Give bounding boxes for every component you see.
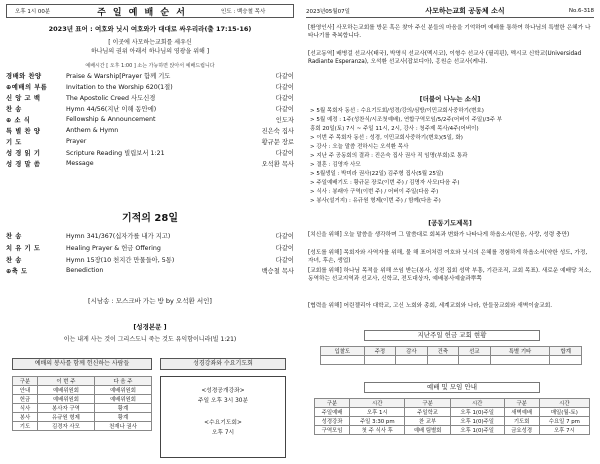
study-line: <수요기도회> xyxy=(204,420,242,426)
table-cell: 황계 xyxy=(94,404,151,413)
news-item: > 주일예배기도 : 황규문 장로(이번 주) / 김명자 사모(다음 주) xyxy=(310,180,460,186)
order-person: 다같이 xyxy=(275,233,294,240)
verse-text: 이는 내게 사는 것이 그리스도니 죽는 것도 유익함이니라(빌 1:21) xyxy=(63,336,237,343)
order-item xyxy=(6,93,294,102)
prayer-section-title: [공동기도제목] xyxy=(428,219,472,227)
volunteers-title-bar xyxy=(12,358,152,370)
sermon-title: 기적의 28일 xyxy=(121,213,179,224)
prayer-item: [치신을 위해] 오늘 말씀을 생각하며 그 말씀대로 회복과 변화가 나타나게 하옵소서(믿음, 사랑, 성령 충만) xyxy=(308,232,570,238)
order-item xyxy=(6,82,294,91)
news-header xyxy=(306,4,594,18)
table-cell: 봉사 xyxy=(13,413,38,422)
order-content: Scripture Reading 빌립보서 1:21 xyxy=(66,150,165,157)
prayer-item: [협력을 위해] 어린젤리아 대학교, 고신 노회와 총회, 세계교회와 나라, 한들꿈교회와 새벽이술교회. xyxy=(308,303,553,309)
news-item: > 결혼 : 김영자 사모 xyxy=(310,162,361,168)
prayer-item: [성도를 위해] 목회자와 사역자를 위해, 물 해 표어처럼 여호와 닛시의 은혜를 경험하게 하옵소서(약한 성도, 가정, 자녀, 후손, 생업) xyxy=(308,250,588,265)
order-label: 성 경 읽 기 xyxy=(6,150,41,157)
table-cell xyxy=(396,356,427,365)
table-cell: 주일예배 xyxy=(315,408,350,417)
order-label: 찬 송 xyxy=(6,233,22,240)
order-content: Anthem & Hymn xyxy=(66,127,119,134)
volunteers-table xyxy=(12,376,152,431)
news-item: > 지난 주 공동회의 결과 : 진은숙 집사 권사 직 임명(부회)로 통과 xyxy=(310,153,468,159)
order-content: Message xyxy=(66,160,94,167)
order-label: 성 경 말 씀 xyxy=(6,161,41,168)
news-date: 2023년05월07일 xyxy=(306,8,350,15)
schedule-table xyxy=(314,398,590,435)
study-title-bar xyxy=(160,358,286,370)
order-label: 경배와 찬양 xyxy=(6,73,42,80)
order-person: 황규문 장로 xyxy=(261,139,294,146)
study-line: <성경공개강좌> xyxy=(201,388,245,394)
table-header-cell: 구분 xyxy=(13,377,38,386)
order-content: The Apostolic Creed 사도신경 xyxy=(66,95,156,102)
study-title: 성경강좌와 수요기도회 xyxy=(193,360,253,367)
news-item: > 5월 예정 : 1주(성찬식/시조첫예배), 연합구역모임/5/2주(어버이 주일)/3주 부 xyxy=(310,117,503,123)
order-person: 다같이 xyxy=(275,106,294,113)
order-item xyxy=(6,255,294,264)
order-content: Benediction xyxy=(66,267,104,274)
order-label: 찬 송 xyxy=(6,257,22,264)
table-cell: 예배위원회 xyxy=(37,386,94,395)
table-row xyxy=(315,408,590,417)
order-person: 다같이 xyxy=(275,150,294,157)
table-cell: 천재나 권사 xyxy=(94,422,151,431)
offering-title: 지난주일 헌금 교회 현황 xyxy=(417,331,487,339)
worship-leader: 인도 : 백승철 목사 xyxy=(221,9,266,15)
news-number: No.6-318 xyxy=(568,7,594,14)
order-content: Healing Prayer & 헌금 Offering xyxy=(66,245,161,252)
table-cell xyxy=(364,356,395,365)
order-label: 특 별 찬 양 xyxy=(6,128,41,135)
table-cell: 예배위원회 xyxy=(94,395,151,404)
table-row xyxy=(13,395,152,404)
order-item xyxy=(6,148,294,157)
order-label: ⊕ 소 식 xyxy=(6,117,31,124)
verse-title: [성경본문 ] xyxy=(133,323,167,331)
table-row xyxy=(315,426,590,435)
order-person: 오석환 목사 xyxy=(261,161,294,168)
table-cell: 헌금 xyxy=(13,395,38,404)
study-line: 오후 7시 xyxy=(211,430,235,436)
order-person: 다같이 xyxy=(275,245,294,252)
order-label: 기 도 xyxy=(6,139,22,146)
order-item xyxy=(6,104,294,113)
news-item: > 강사 : 오늘 말씀 전하시는 오석환 목사 xyxy=(310,144,409,150)
table-header-cell: 선교 xyxy=(459,347,490,356)
table-cell: 첫 주 식사 후 xyxy=(350,426,405,435)
news-item: > 5월생일 : 박미라 권사(22일) 김주형 집사(5월 25일) xyxy=(310,171,444,177)
order-person: 다같이 xyxy=(275,95,294,102)
welcome-text: [환영인사] 사모하는교회를 방문 혹은 찾아 주신 분들의 마음을 기억하며 예배를 통하여 하나님의 특별한 은혜가 나타나기를 축복합니다. xyxy=(308,25,591,40)
order-item xyxy=(6,126,294,135)
order-item xyxy=(6,71,294,80)
order-person: 다같이 xyxy=(275,73,294,80)
year-theme: 2023년 표어 : 여호와 닛시 여호와가 대대로 싸우리라(출 17:15-16) xyxy=(48,25,252,33)
table-header-cell: 시간 xyxy=(539,399,589,408)
table-cell: 예배위원회 xyxy=(37,395,94,404)
news-title: 사모하는교회 공동체 소식 xyxy=(425,6,505,15)
table-header-row xyxy=(315,399,590,408)
order-content: Hymn 15장(10 천지간 만물들아, 5통) xyxy=(66,257,175,264)
table-cell: 주일 3:30 pm xyxy=(350,417,405,426)
table-cell xyxy=(321,356,365,365)
table-cell: 예배위원회 xyxy=(94,386,151,395)
news-item: > 식사 : 봉래아 구역(이번 주) / 어버이 주일(다음 주) xyxy=(310,189,439,195)
order-label: 신 앙 고 백 xyxy=(6,95,41,102)
order-content: Fellowship & Announcement xyxy=(66,116,156,123)
table-cell: 식사 xyxy=(13,404,38,413)
volunteers-title: 예배의 봉사를 함께 헌신하는 사람들 xyxy=(34,360,130,367)
table-cell: 새벽예배 xyxy=(504,408,539,417)
table-cell xyxy=(550,356,582,365)
worship-title: 주 일 예 배 순 서 xyxy=(97,7,187,18)
news-item: > 이번 주 목회자 동선 : 성경, 이민교회사중하기(변호)(5일, 화) xyxy=(310,135,463,141)
table-header-cell: 감사 xyxy=(396,347,427,356)
table-header-cell: 구분 xyxy=(405,399,450,408)
table-cell: 오후 1시 xyxy=(350,408,405,417)
order-person: 진은숙 집사 xyxy=(261,128,294,135)
worship-note: 예배시간 [ 오후 1:00 ] 소는 가능하면 앉아서 예배드립니다 xyxy=(85,63,215,69)
table-header-cell: 합계 xyxy=(550,347,582,356)
table-cell: 예배 팀별회 xyxy=(405,426,450,435)
order-person: 인도자 xyxy=(275,117,294,124)
table-header-cell: 구분 xyxy=(504,399,539,408)
table-cell: 김경자 사모 xyxy=(37,422,94,431)
table-cell: 봉사자 구역 xyxy=(37,404,94,413)
table-cell: 구역모임 xyxy=(315,426,350,435)
news-section-title: [더불어 나누는 소식] xyxy=(419,95,481,103)
table-row xyxy=(315,417,590,426)
table-cell xyxy=(427,356,458,365)
table-header-cell: 다 음 주 xyxy=(94,377,151,386)
table-row xyxy=(13,422,152,431)
order-item xyxy=(6,231,294,240)
worship-header xyxy=(6,4,294,18)
order-item xyxy=(6,159,294,168)
table-cell: 오후 7시 xyxy=(539,426,589,435)
study-box xyxy=(160,376,286,458)
table-row xyxy=(13,386,152,395)
table-cell: 금요성경 xyxy=(504,426,539,435)
order-label: 찬 송 xyxy=(6,106,22,113)
table-row xyxy=(13,413,152,422)
order-content: Invitation to the Worship 620(1절) xyxy=(66,84,173,91)
bulletin-right-page xyxy=(300,0,600,464)
table-cell: 오후 1(0)주일 xyxy=(450,426,504,435)
table-row xyxy=(321,356,582,365)
table-header-row xyxy=(13,377,152,386)
table-cell xyxy=(459,356,490,365)
table-cell: 성경강좌 xyxy=(315,417,350,426)
table-cell: 주일학교 xyxy=(405,408,450,417)
bracket-line-1: [ 이곳에 사모하는교회를 세우신 xyxy=(108,39,192,46)
order-item xyxy=(6,266,294,275)
table-header-cell: 건축 xyxy=(427,347,458,356)
table-cell: 매일(월-토) xyxy=(539,408,589,417)
order-item xyxy=(6,115,294,124)
table-row xyxy=(13,404,152,413)
news-item: > 5월 목회자 동선 : 수요기도회/성경/강의/심방/이민교회사중하기(변호) xyxy=(310,108,484,114)
order-content: Prayer xyxy=(66,138,87,145)
order-person: 다같이 xyxy=(275,84,294,91)
news-item: 흥회 20일(토) 7시 ~ 주일 11시, 2시, 강사 : 청주제 목사/4주(어버이) xyxy=(310,126,479,132)
table-header-cell: 구분 xyxy=(315,399,350,408)
table-cell: 기도 xyxy=(13,422,38,431)
offering-table xyxy=(320,346,582,365)
order-content: Hymn 341/367(십자가를 내가 지고) xyxy=(66,233,171,240)
order-label: ⊕예배의 부름 xyxy=(6,84,48,91)
table-cell xyxy=(490,356,550,365)
study-line: 주일 오후 3시 30분 xyxy=(197,398,249,404)
order-content: Hymn 44/56(지난 이해 동안에) xyxy=(66,106,157,113)
table-header-cell: 특별 기타 xyxy=(490,347,550,356)
news-item: > 봉사(설거지) : 유규원 형제(이번 주) / 함께(다음 주) xyxy=(310,198,441,204)
table-cell: 오후 1(0)주일 xyxy=(450,408,504,417)
schedule-title: 예배 및 모임 안내 xyxy=(426,383,478,391)
worship-time: 오후 1시 00분 xyxy=(15,9,51,15)
order-label: ⊕축 도 xyxy=(6,268,28,275)
table-cell: 수요일 7 pm xyxy=(539,417,589,426)
prayer-item: [교회를 위해] 하나님 목적을 위해 쓰임 받는(봉사, 성전 집회 성막 부흥, 기관조직, 교회 목표). 새로운 예배당 처소, 동역하는 선교지역과 선교사, 신학교, 전도대상자, 예배봉사예술과뿌쪽 xyxy=(308,268,592,283)
order-person: 백승철 목사 xyxy=(261,268,294,275)
table-header-cell: 주정 xyxy=(364,347,395,356)
bracket-line-2: 하나님의 권위 아래서 하나님의 영광을 위해 ] xyxy=(90,48,210,55)
offering-title-box xyxy=(364,330,540,341)
order-label: 치 유 기 도 xyxy=(6,245,41,252)
table-header-cell: 시간 xyxy=(450,399,504,408)
table-header-cell: 시간 xyxy=(350,399,405,408)
table-cell: 찬 교부 xyxy=(405,417,450,426)
order-content: Praise & Warship[Prayer 함께 기도 xyxy=(66,73,171,80)
table-cell: 오후 1(0)주일 xyxy=(450,417,504,426)
mission-text: [선교동역] 배병걸 선교사(태국), 박명식 선교사(멕시코), 이형수 선교사 (필리핀), 멕시코 신학교(Universidad Radiante Esperanza), 오석환 선교사(잡보디아), 홍원순 선교사(케냐). xyxy=(308,51,582,66)
table-header-row xyxy=(321,347,582,356)
schedule-title-box xyxy=(364,382,540,393)
table-header-cell: 입찰도 xyxy=(321,347,365,356)
sermon-series: [시남송 : 모스크바 가는 방 by 오석환 서인] xyxy=(88,297,212,305)
table-cell: 기도회 xyxy=(504,417,539,426)
table-cell: 안내 xyxy=(13,386,38,395)
table-header-cell: 이 번 주 xyxy=(37,377,94,386)
order-item xyxy=(6,137,294,146)
table-cell: 황계 xyxy=(94,413,151,422)
order-person: 다같이 xyxy=(275,257,294,264)
table-cell: 유규원 형제 xyxy=(37,413,94,422)
order-item xyxy=(6,243,294,252)
